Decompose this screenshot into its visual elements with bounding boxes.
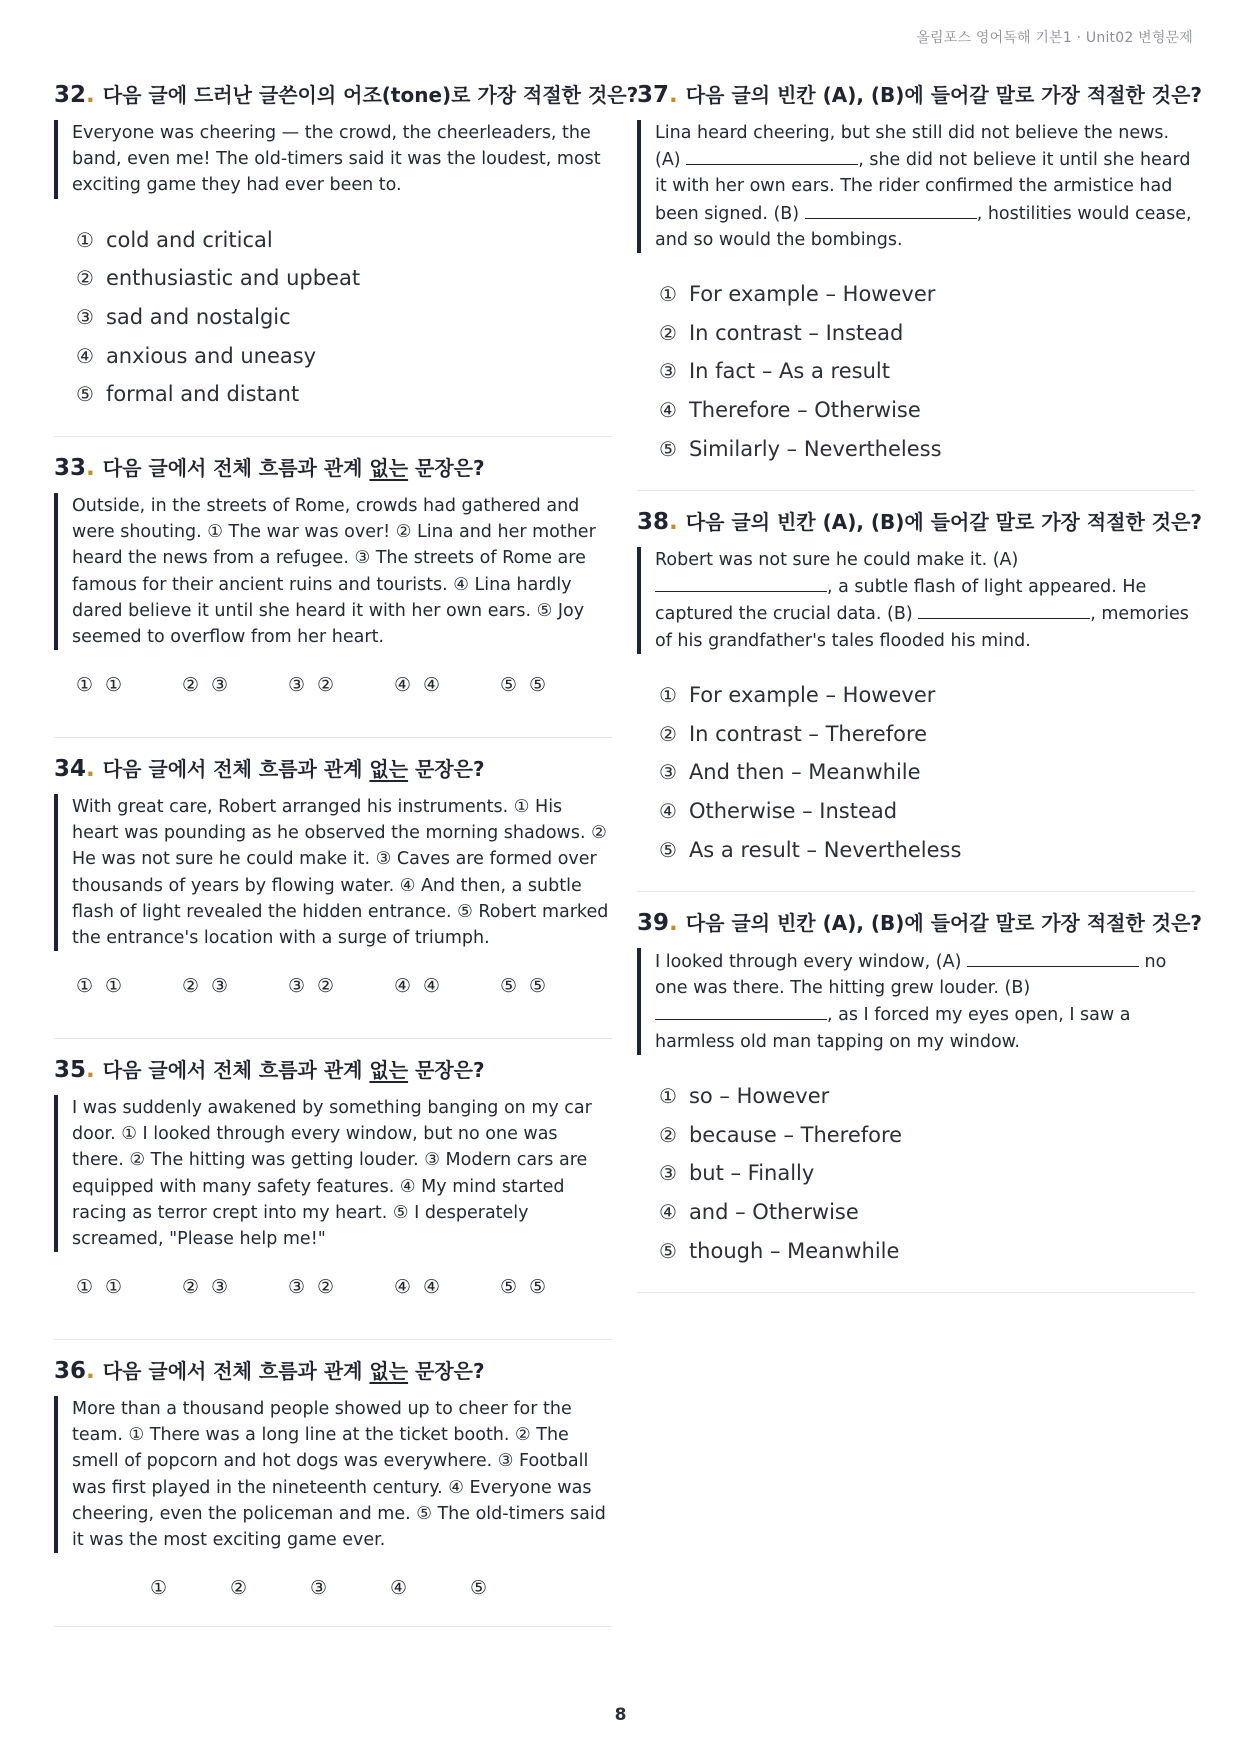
right-column bbox=[637, 80, 1202, 1293]
question-stem: 문장은? bbox=[408, 1058, 485, 1082]
choice-list bbox=[659, 1077, 1195, 1271]
question-stem: 문장은? bbox=[408, 456, 485, 480]
option-label: ② bbox=[317, 1276, 335, 1299]
option-label: ① bbox=[105, 975, 123, 998]
question-stem: 다음 글에 드러난 글쓴이의 어조(tone)로 가장 적절한 것은? bbox=[102, 83, 639, 107]
choice-5[interactable] bbox=[659, 1232, 1195, 1271]
option-label: ③ bbox=[211, 674, 229, 697]
blank-a bbox=[967, 948, 1139, 967]
choice-4[interactable] bbox=[76, 337, 612, 376]
passage-text: Robert was not sure he could make it. (A) bbox=[655, 550, 1019, 570]
choice-number: ④ bbox=[659, 398, 677, 423]
blank-b bbox=[805, 200, 977, 219]
choice-text: formal and distant bbox=[105, 382, 300, 407]
option-label: ④ bbox=[423, 975, 441, 998]
choice-2[interactable] bbox=[659, 715, 1195, 754]
choice-number: ② bbox=[659, 1122, 677, 1147]
passage: Outside, in the streets of Rome, crowds had gathered and were shouting. ① The war was over! ② Lina and her mother heard the news from a refugee. ③ The streets of Rome are famous for their ancient ruins and tourists. ④ Lina hardly dared believe it until she heard it with her own ears. ⑤ Joy seemed to overflow from her heart. bbox=[54, 493, 612, 650]
option-label: ⑤ bbox=[500, 975, 518, 998]
option-label: ③ bbox=[288, 674, 306, 697]
choice-text: In contrast – Instead bbox=[688, 320, 904, 345]
choice-2[interactable] bbox=[659, 314, 1195, 353]
choice-3[interactable] bbox=[659, 753, 1195, 792]
option-label: ④ bbox=[394, 1276, 412, 1299]
option-4[interactable] bbox=[394, 674, 500, 696]
choice-text: so – However bbox=[688, 1083, 830, 1108]
question-33 bbox=[54, 437, 612, 738]
question-stem-underlined: 없는 bbox=[369, 757, 409, 781]
choice-1[interactable] bbox=[76, 221, 612, 260]
choice-number: ④ bbox=[659, 1199, 677, 1224]
choice-5[interactable] bbox=[659, 831, 1195, 870]
option-label: ③ bbox=[211, 975, 229, 998]
choice-text: In fact – As a result bbox=[688, 359, 890, 384]
passage-text: , hostilities would cease, and so would the bombings. bbox=[655, 203, 1192, 250]
question-header bbox=[637, 507, 1202, 537]
question-39 bbox=[637, 892, 1202, 1293]
question-stem: 다음 글의 빈칸 (A), (B)에 들어갈 말로 가장 적절한 것은? bbox=[685, 911, 1202, 935]
blank-a bbox=[655, 573, 827, 592]
question-34 bbox=[54, 738, 612, 1039]
question-38 bbox=[637, 491, 1202, 892]
option-4[interactable] bbox=[394, 975, 500, 997]
question-header bbox=[637, 80, 1202, 110]
option-label: ④ bbox=[423, 674, 441, 697]
choice-text: And then – Meanwhile bbox=[688, 760, 921, 785]
choice-list bbox=[659, 275, 1195, 469]
page-header: 올림포스 영어독해 기본1 · Unit02 변형문제 bbox=[916, 30, 1193, 46]
question-stem-underlined: 없는 bbox=[369, 1058, 409, 1082]
passage-text: I looked through every window, (A) bbox=[655, 952, 967, 972]
choice-text: For example – However bbox=[688, 282, 936, 307]
choice-5[interactable] bbox=[76, 375, 612, 414]
choice-4[interactable] bbox=[659, 1193, 1195, 1232]
number-dot: . bbox=[86, 756, 95, 782]
choice-number: ⑤ bbox=[659, 837, 677, 862]
choice-text: Similarly – Nevertheless bbox=[688, 436, 942, 461]
passage: With great care, Robert arranged his instruments. ① His heart was pounding as he observed the morning shadows. ② He was not sure he could make it. ③ Caves are formed over thousands of years by flowing water. ④ And then, a subtle flash of light revealed the hidden entrance. ⑤ Robert marked the entrance's location with a surge of triumph. bbox=[54, 794, 612, 951]
choice-list bbox=[76, 221, 612, 415]
choice-2[interactable] bbox=[76, 259, 612, 298]
question-stem-underlined: 없는 bbox=[369, 1359, 409, 1383]
page-number: 8 bbox=[614, 1705, 627, 1725]
option-label: ④ bbox=[423, 1276, 441, 1299]
option-3[interactable] bbox=[288, 1276, 394, 1298]
answer-options bbox=[76, 1276, 612, 1298]
choice-list bbox=[659, 676, 1195, 870]
option-label: ⑤ bbox=[500, 674, 518, 697]
option-label: ⑤ bbox=[529, 975, 547, 998]
question-stem: 다음 글의 빈칸 (A), (B)에 들어갈 말로 가장 적절한 것은? bbox=[685, 510, 1202, 534]
option-label: ② bbox=[182, 674, 200, 697]
left-column bbox=[54, 80, 639, 1627]
question-number: 38 bbox=[637, 509, 670, 535]
option-label: ① bbox=[76, 975, 94, 998]
question-number: 37 bbox=[637, 82, 670, 108]
option-label: ⑤ bbox=[529, 674, 547, 697]
question-stem: 다음 글에서 전체 흐름과 관계 bbox=[102, 1058, 370, 1082]
choice-5[interactable] bbox=[659, 430, 1195, 469]
choice-3[interactable] bbox=[76, 298, 612, 337]
question-stem: 다음 글의 빈칸 (A), (B)에 들어갈 말로 가장 적절한 것은? bbox=[685, 83, 1202, 107]
question-stem: 다음 글에서 전체 흐름과 관계 bbox=[102, 456, 370, 480]
question-header bbox=[54, 1055, 612, 1085]
option-5[interactable] bbox=[500, 975, 606, 997]
passage-text: Lina heard cheering, but she still did not believe the news. (A) bbox=[655, 123, 1170, 171]
choice-1[interactable] bbox=[659, 275, 1195, 314]
question-header bbox=[54, 453, 612, 483]
passage-text: , as I forced my eyes open, I saw a harmless old man tapping on my window. bbox=[655, 1005, 1131, 1052]
option-1[interactable] bbox=[76, 674, 182, 696]
option-5[interactable]: ⑤ bbox=[470, 1577, 488, 1600]
question-number: 35 bbox=[54, 1057, 87, 1083]
passage: More than a thousand people showed up to cheer for the team. ① There was a long line at the ticket booth. ② The smell of popcorn and hot dogs was everywhere. ③ Football was first played in the nineteenth century. ④ Everyone was cheering, even the policeman and me. ⑤ The old-timers said it was the most exciting game ever. bbox=[54, 1396, 612, 1553]
choice-text: In contrast – Therefore bbox=[688, 721, 928, 746]
passage bbox=[637, 120, 1195, 253]
answer-options bbox=[76, 674, 612, 696]
blank-b bbox=[655, 1001, 827, 1020]
question-number: 36 bbox=[54, 1358, 87, 1384]
question-header bbox=[54, 80, 639, 110]
question-number: 34 bbox=[54, 756, 87, 782]
option-label: ① bbox=[105, 674, 123, 697]
option-label: ① bbox=[76, 674, 94, 697]
choice-number: ② bbox=[76, 266, 94, 291]
choice-text: cold and critical bbox=[105, 227, 273, 252]
choice-number: ① bbox=[659, 682, 677, 707]
choice-text: Otherwise – Instead bbox=[688, 798, 898, 823]
option-label: ⑤ bbox=[500, 1276, 518, 1299]
choice-text: though – Meanwhile bbox=[688, 1238, 900, 1263]
choice-text: sad and nostalgic bbox=[105, 305, 291, 330]
answer-options bbox=[76, 975, 612, 997]
option-3[interactable] bbox=[288, 674, 394, 696]
choice-text: anxious and uneasy bbox=[105, 343, 317, 368]
choice-number: ③ bbox=[76, 305, 94, 330]
question-header bbox=[54, 1356, 612, 1386]
number-dot: . bbox=[669, 910, 678, 936]
option-label: ③ bbox=[288, 975, 306, 998]
option-label: ④ bbox=[394, 975, 412, 998]
choice-number: ③ bbox=[659, 760, 677, 785]
passage-text: , she did not believe it until she heard it with her own ears. The rider confirmed the armistice had been signed. (B) bbox=[655, 150, 1191, 224]
choice-4[interactable] bbox=[659, 792, 1195, 831]
question-number: 39 bbox=[637, 910, 670, 936]
option-label: ③ bbox=[211, 1276, 229, 1299]
passage: Everyone was cheering — the crowd, the cheerleaders, the band, even me! The old-timers said it was the loudest, most exciting game they had ever been to. bbox=[54, 120, 612, 199]
option-label: ⑤ bbox=[529, 1276, 547, 1299]
question-number: 33 bbox=[54, 455, 87, 481]
choice-text: but – Finally bbox=[688, 1161, 815, 1186]
choice-number: ③ bbox=[659, 359, 677, 384]
option-2[interactable] bbox=[182, 674, 288, 696]
choice-number: ⑤ bbox=[76, 382, 94, 407]
choice-number: ① bbox=[76, 227, 94, 252]
question-35 bbox=[54, 1039, 612, 1340]
question-32 bbox=[54, 80, 639, 437]
option-1[interactable] bbox=[76, 975, 182, 997]
option-4[interactable] bbox=[394, 1276, 500, 1298]
blank-b bbox=[918, 600, 1090, 619]
choice-4[interactable] bbox=[659, 391, 1195, 430]
option-label: ② bbox=[182, 1276, 200, 1299]
option-label: ③ bbox=[288, 1276, 306, 1299]
option-label: ④ bbox=[394, 674, 412, 697]
choice-1[interactable] bbox=[659, 1077, 1195, 1116]
choice-number: ⑤ bbox=[659, 1238, 677, 1263]
option-label: ① bbox=[76, 1276, 94, 1299]
number-dot: . bbox=[86, 1057, 95, 1083]
number-dot: . bbox=[86, 455, 95, 481]
option-1[interactable]: ① bbox=[150, 1577, 168, 1600]
option-label: ② bbox=[317, 674, 335, 697]
answer-options bbox=[150, 1577, 612, 1599]
option-5[interactable] bbox=[500, 1276, 606, 1298]
choice-text: enthusiastic and upbeat bbox=[105, 266, 361, 291]
passage-text: no one was there. The hitting grew louder. (B) bbox=[655, 952, 1167, 999]
choice-text: and – Otherwise bbox=[688, 1199, 859, 1224]
choice-3[interactable] bbox=[659, 1154, 1195, 1193]
question-stem: 다음 글에서 전체 흐름과 관계 bbox=[102, 757, 370, 781]
question-stem: 문장은? bbox=[408, 757, 485, 781]
option-4[interactable]: ④ bbox=[390, 1577, 408, 1600]
passage-text: , a subtle flash of light appeared. He captured the crucial data. (B) bbox=[655, 577, 1147, 625]
blank-a bbox=[686, 146, 858, 165]
option-3[interactable] bbox=[288, 975, 394, 997]
passage bbox=[637, 948, 1195, 1055]
choice-number: ④ bbox=[76, 343, 94, 368]
question-36 bbox=[54, 1340, 612, 1627]
option-label: ① bbox=[105, 1276, 123, 1299]
number-dot: . bbox=[669, 82, 678, 108]
question-header bbox=[54, 754, 612, 784]
option-2[interactable] bbox=[182, 975, 288, 997]
number-dot: . bbox=[86, 1358, 95, 1384]
option-2[interactable]: ② bbox=[230, 1577, 248, 1600]
choice-text: Therefore – Otherwise bbox=[688, 398, 921, 423]
option-label: ② bbox=[182, 975, 200, 998]
question-number: 32 bbox=[54, 82, 87, 108]
passage: I was suddenly awakened by something banging on my car door. ① I looked through every window, but no one was there. ② The hitting was getting louder. ③ Modern cars are equipped with many safety features. ④ My mind started racing as terror crept into my heart. ⑤ I desperately screamed, "Please help me!" bbox=[54, 1095, 612, 1252]
option-5[interactable] bbox=[500, 674, 606, 696]
choice-1[interactable] bbox=[659, 676, 1195, 715]
question-header bbox=[637, 908, 1202, 938]
choice-3[interactable] bbox=[659, 352, 1195, 391]
choice-text: because – Therefore bbox=[688, 1122, 903, 1147]
choice-number: ④ bbox=[659, 798, 677, 823]
choice-number: ② bbox=[659, 320, 677, 345]
number-dot: . bbox=[669, 509, 678, 535]
choice-number: ③ bbox=[659, 1161, 677, 1186]
question-stem: 다음 글에서 전체 흐름과 관계 bbox=[102, 1359, 370, 1383]
choice-text: For example – However bbox=[688, 682, 936, 707]
question-stem-underlined: 없는 bbox=[369, 456, 409, 480]
choice-number: ① bbox=[659, 282, 677, 307]
question-37 bbox=[637, 80, 1202, 491]
passage-text: , memories of his grandfather's tales flooded his mind. bbox=[655, 604, 1189, 651]
option-1[interactable] bbox=[76, 1276, 182, 1298]
choice-text: As a result – Nevertheless bbox=[688, 837, 962, 862]
passage bbox=[637, 547, 1195, 654]
question-stem: 문장은? bbox=[408, 1359, 485, 1383]
option-3[interactable]: ③ bbox=[310, 1577, 328, 1600]
option-2[interactable] bbox=[182, 1276, 288, 1298]
choice-number: ① bbox=[659, 1083, 677, 1108]
choice-2[interactable] bbox=[659, 1116, 1195, 1155]
choice-number: ⑤ bbox=[659, 436, 677, 461]
choice-number: ② bbox=[659, 721, 677, 746]
option-label: ② bbox=[317, 975, 335, 998]
number-dot: . bbox=[86, 82, 95, 108]
